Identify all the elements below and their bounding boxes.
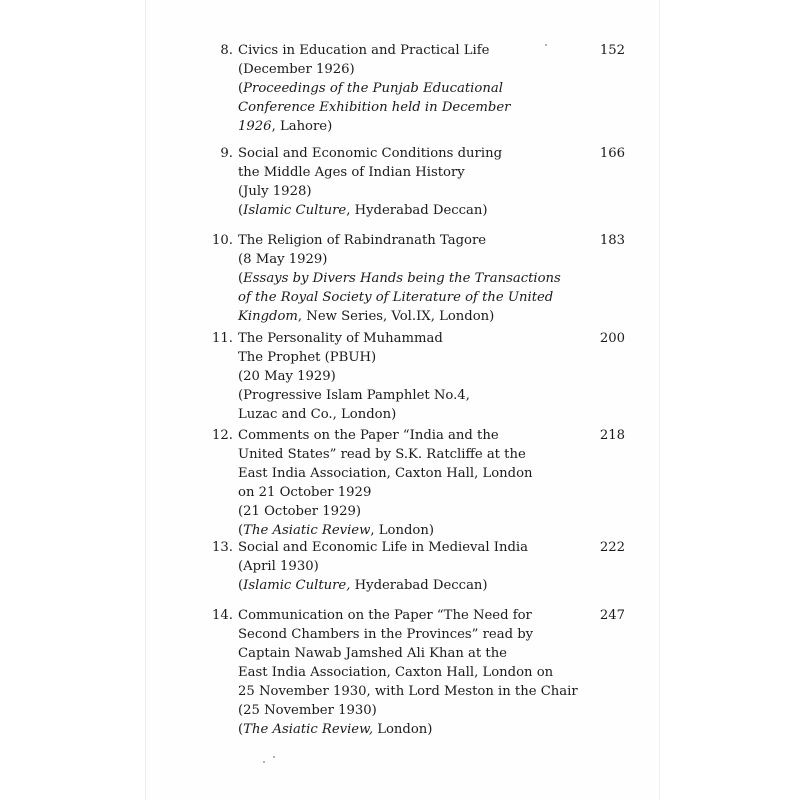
text-run: Second Chambers in the Provinces” read by	[238, 627, 534, 642]
entry-detail-line	[238, 625, 578, 644]
text-run: London)	[373, 722, 433, 737]
text-run: (20 May 1929)	[238, 369, 336, 384]
entry-title-line	[238, 538, 578, 557]
scan-speck	[263, 761, 265, 763]
entry-detail-line	[238, 445, 578, 464]
entry-number: 11.	[212, 331, 233, 346]
entry-title-line	[238, 426, 578, 445]
scan-speck	[545, 44, 547, 46]
entry-detail-line	[238, 663, 578, 682]
entry-title-line	[238, 144, 578, 163]
entry-number: 12.	[212, 428, 233, 443]
text-run: The Religion of Rabindranath Tagore	[238, 233, 487, 248]
entry-detail-line	[238, 182, 578, 201]
italic-text: Kingdom	[238, 309, 298, 324]
entry-text	[238, 329, 578, 424]
italic-text: 1926	[238, 119, 272, 134]
text-run: Communication on the Paper “The Need for	[238, 608, 532, 623]
italic-text: Conference Exhibition held in December	[238, 100, 511, 115]
entry-number: 14.	[212, 608, 233, 623]
text-run: (Progressive Islam Pamphlet No.4,	[238, 388, 470, 403]
text-run: (21 October 1929)	[238, 504, 362, 519]
entry-page-number: 218	[599, 428, 625, 443]
entry-detail-line	[238, 682, 578, 701]
entry-text	[238, 538, 578, 595]
entry-detail-line	[238, 386, 578, 405]
entry-detail-line	[238, 163, 578, 182]
entry-detail-line	[238, 405, 578, 424]
text-run: (	[238, 523, 244, 538]
entry-detail-line	[238, 348, 578, 367]
text-run: (	[238, 722, 244, 737]
entry-text	[238, 144, 578, 220]
italic-text: Islamic Culture	[243, 203, 347, 218]
text-run: 25 November 1930, with Lord Meston in the Chair	[238, 684, 578, 699]
entry-page-number: 222	[599, 540, 625, 555]
text-run: Luzac and Co., London)	[238, 407, 397, 422]
text-run: , Lahore)	[271, 119, 333, 134]
entry-title-line	[238, 329, 578, 348]
text-run: The Prophet (PBUH)	[238, 350, 377, 365]
text-run: East India Association, Caxton Hall, London on	[238, 665, 554, 680]
entry-detail-line	[238, 98, 578, 117]
entry-text	[238, 231, 578, 326]
text-run: (8 May 1929)	[238, 252, 328, 267]
entry-detail-line	[238, 701, 578, 720]
entry-detail-line	[238, 117, 578, 136]
entry-detail-line	[238, 720, 578, 739]
entry-text	[238, 606, 578, 739]
entry-detail-line	[238, 576, 578, 595]
entry-page-number: 166	[599, 146, 625, 161]
entry-detail-line	[238, 79, 578, 98]
entry-page-number: 152	[599, 43, 625, 58]
text-run: , New Series, Vol.IX, London)	[297, 309, 495, 324]
text-run: , Hyderabad Deccan)	[346, 203, 488, 218]
entry-detail-line	[238, 60, 578, 79]
italic-text: The Asiatic Review	[243, 523, 371, 538]
entry-detail-line	[238, 250, 578, 269]
text-run: , London)	[370, 523, 434, 538]
entry-title-line	[238, 231, 578, 250]
text-run: East India Association, Caxton Hall, London	[238, 466, 533, 481]
text-run: on 21 October 1929	[238, 485, 372, 500]
entry-page-number: 247	[599, 608, 625, 623]
text-run: (	[238, 578, 244, 593]
text-run: (	[238, 271, 244, 286]
entry-number: 13.	[212, 540, 233, 555]
entry-number: 8.	[220, 43, 233, 58]
entry-text	[238, 41, 578, 136]
entry-detail-line	[238, 464, 578, 483]
text-run: (	[238, 81, 244, 96]
italic-text: Proceedings of the Punjab Educational	[243, 81, 503, 96]
text-run: (	[238, 203, 244, 218]
text-run: the Middle Ages of Indian History	[238, 165, 465, 180]
entry-detail-line	[238, 288, 578, 307]
text-run: The Personality of Muhammad	[238, 331, 443, 346]
entry-number: 9.	[220, 146, 233, 161]
text-run: Captain Nawab Jamshed Ali Khan at the	[238, 646, 507, 661]
italic-text: The Asiatic Review,	[243, 722, 374, 737]
entry-detail-line	[238, 644, 578, 663]
entry-detail-line	[238, 502, 578, 521]
text-run: (December 1926)	[238, 62, 355, 77]
entry-page-number: 200	[599, 331, 625, 346]
text-run: United States” read by S.K. Ratcliffe at the	[238, 447, 526, 462]
entry-text	[238, 426, 578, 540]
entry-title-line	[238, 41, 578, 60]
text-run: (July 1928)	[238, 184, 312, 199]
entry-detail-line	[238, 307, 578, 326]
italic-text: Essays by Divers Hands being the Transactions	[243, 271, 561, 286]
text-run: Hyderabad Deccan)	[350, 578, 488, 593]
text-run: Social and Economic Conditions during	[238, 146, 503, 161]
entry-detail-line	[238, 269, 578, 288]
scan-speck	[273, 756, 275, 758]
italic-text: of the Royal Society of Literature of the United	[238, 290, 554, 305]
text-run: (April 1930)	[238, 559, 319, 574]
entry-page-number: 183	[599, 233, 625, 248]
entry-detail-line	[238, 201, 578, 220]
entry-number: 10.	[212, 233, 233, 248]
entry-title-line	[238, 606, 578, 625]
text-run: (25 November 1930)	[238, 703, 377, 718]
entry-detail-line	[238, 367, 578, 386]
entry-detail-line	[238, 557, 578, 576]
italic-text: Islamic Culture,	[243, 578, 351, 593]
text-run: Civics in Education and Practical Life	[238, 43, 490, 58]
entry-detail-line	[238, 483, 578, 502]
text-run: Social and Economic Life in Medieval India	[238, 540, 528, 555]
text-run: Comments on the Paper “India and the	[238, 428, 499, 443]
